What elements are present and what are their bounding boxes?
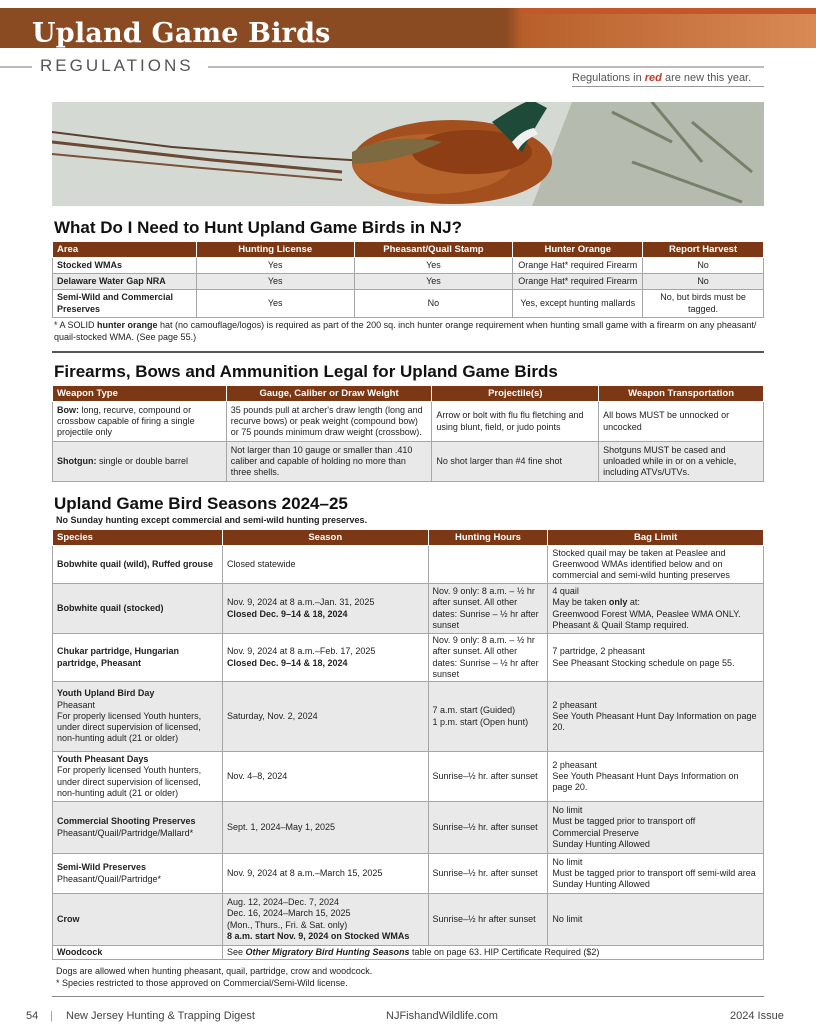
banner-stripe [520, 8, 816, 14]
species-cell: Woodcock [53, 946, 223, 960]
table-row [53, 546, 764, 584]
note-rule [572, 86, 764, 87]
table-row [53, 584, 764, 634]
area-cell: Stocked WMAs [53, 258, 197, 274]
table-cell: Orange Hat* required Firearm [513, 258, 643, 274]
column-header: Gauge, Caliber or Draw Weight [226, 386, 432, 402]
woodcock-reference-cell: See Other Migratory Bird Hunting Seasons table on page 63. HIP Certificate Required ($2) [222, 946, 763, 960]
page-number: 54 [26, 1010, 39, 1022]
section-heading-requirements: What Do I Need to Hunt Upland Game Birds in NJ? [54, 218, 463, 237]
column-header: Weapon Transportation [599, 386, 764, 402]
species-cell: Youth Upland Bird Day Pheasant For properly licensed Youth hunters, under direct supervision of licensed, non-hunting adult (21 or older) [53, 682, 223, 752]
season-cell: Nov. 9, 2024 at 8 a.m.–Jan. 31, 2025 Closed Dec. 9–14 & 18, 2024 [222, 584, 428, 634]
column-header: Area [53, 242, 197, 258]
column-header: Bag Limit [548, 530, 764, 546]
footer-separator: | [50, 1010, 53, 1022]
column-header: Hunting Hours [428, 530, 548, 546]
column-header: Hunter Orange [513, 242, 643, 258]
new-regulations-note: Regulations in red are new this year. [572, 72, 752, 84]
column-header: Pheasant/Quail Stamp [354, 242, 513, 258]
firearms-table [52, 385, 764, 482]
sunday-hunting-note: No Sunday hunting except commercial and semi-wild hunting preserves. [56, 515, 368, 525]
column-header: Season [222, 530, 428, 546]
pheasant-illustration [52, 102, 764, 206]
table-row [53, 752, 764, 802]
title-banner [0, 8, 816, 48]
hunter-orange-footnote: * A SOLID hunter orange hat (no camouflage/logos) is required as part of the 200 sq. inch hunter orange requirement when hunting small game with a firearm on any pheasant/ quail-stocked WMA. (See page 55.) [54, 320, 757, 342]
hours-cell: Nov. 9 only: 8 a.m. – ½ hr after sunset. All other dates: Sunrise – ½ hr after sunset [428, 634, 548, 682]
page-title: Upland Game Birds [32, 18, 331, 49]
table-row [53, 802, 764, 854]
regulations-rule-right [208, 66, 764, 68]
species-cell: Chukar partridge, Hungarian partridge, Pheasant [53, 634, 223, 682]
table-row [53, 442, 764, 482]
season-cell: Saturday, Nov. 2, 2024 [222, 682, 428, 752]
species-cell: Crow [53, 894, 223, 946]
table-row [53, 258, 764, 274]
projectile-cell: Arrow or bolt with flu flu fletching and using blunt, field, or judo points [432, 402, 599, 442]
column-header: Hunting License [196, 242, 354, 258]
table-row [53, 634, 764, 682]
species-footnote: * Species restricted to those approved on Commercial/Semi-Wild license. [56, 978, 348, 988]
column-header: Projectile(s) [432, 386, 599, 402]
area-cell: Delaware Water Gap NRA [53, 274, 197, 290]
hours-cell: Sunrise–½ hr. after sunset [428, 854, 548, 894]
publication-name: New Jersey Hunting & Trapping Digest [66, 1010, 255, 1022]
section-heading-firearms: Firearms, Bows and Ammunition Legal for Upland Game Birds [54, 362, 558, 381]
species-cell: Semi-Wild Preserves Pheasant/Quail/Partridge* [53, 854, 223, 894]
table-cell: Yes [196, 258, 354, 274]
season-cell: Nov. 9, 2024 at 8 a.m.–March 15, 2025 [222, 854, 428, 894]
website-link[interactable]: NJFishandWildlife.com [386, 1010, 498, 1022]
footer-rule [52, 996, 764, 997]
table-cell: Orange Hat* required Firearm [513, 274, 643, 290]
issue-label: 2024 Issue [730, 1010, 784, 1022]
table-header-row [53, 386, 764, 402]
bag-limit-cell: 2 pheasant See Youth Pheasant Hunt Days Information on page 20. [548, 752, 764, 802]
season-cell: Sept. 1, 2024–May 1, 2025 [222, 802, 428, 854]
projectile-cell: No shot larger than #4 fine shot [432, 442, 599, 482]
species-cell: Bobwhite quail (stocked) [53, 584, 223, 634]
table-header-row [53, 242, 764, 258]
table-cell: Yes [354, 274, 513, 290]
table-cell: Yes [196, 290, 354, 318]
bag-limit-cell: No limit Must be tagged prior to transport off Commercial Preserve Sunday Hunting Allowed [548, 802, 764, 854]
table-row [53, 946, 764, 960]
table-cell: No [354, 290, 513, 318]
table-row [53, 894, 764, 946]
bag-limit-cell: No limit Must be tagged prior to transport off semi-wild area Sunday Hunting Allowed [548, 854, 764, 894]
dogs-note: Dogs are allowed when hunting pheasant, quail, partridge, crow and woodcock. [56, 966, 373, 976]
table-cell: Yes [354, 258, 513, 274]
hours-cell: 7 a.m. start (Guided) 1 p.m. start (Open hunt) [428, 682, 548, 752]
season-cell: Closed statewide [222, 546, 428, 584]
bag-limit-cell: 2 pheasant See Youth Pheasant Hunt Day Information on page 20. [548, 682, 764, 752]
hours-cell: Sunrise–½ hr. after sunset [428, 752, 548, 802]
gauge-cell: Not larger than 10 gauge or smaller than .410 caliber and capable of holding no more than three shells. [226, 442, 432, 482]
table-cell: No [643, 274, 764, 290]
section-label: REGULATIONS [40, 56, 194, 75]
section-divider [52, 351, 764, 353]
table-row [53, 290, 764, 318]
hours-cell: Sunrise–½ hr. after sunset [428, 802, 548, 854]
table-row [53, 854, 764, 894]
bag-limit-cell: Stocked quail may be taken at Peaslee and Greenwood WMAs identified below and on commercial and semi-wild hunting preserves [548, 546, 764, 584]
season-cell: Aug. 12, 2024–Dec. 7, 2024 Dec. 16, 2024–March 15, 2025 (Mon., Thurs., Fri. & Sat. only) 8 a.m. start Nov. 9, 2024 on Stocked WMAs [222, 894, 428, 946]
table-row [53, 274, 764, 290]
season-cell: Nov. 9, 2024 at 8 a.m.–Feb. 17, 2025 Closed Dec. 9–14 & 18, 2024 [222, 634, 428, 682]
bag-limit-cell: No limit [548, 894, 764, 946]
hours-cell [428, 546, 548, 584]
weapon-type-cell: Bow: long, recurve, compound or crossbow capable of firing a single projectile only [53, 402, 227, 442]
species-cell: Bobwhite quail (wild), Ruffed grouse [53, 546, 223, 584]
regulations-rule-left [0, 66, 32, 68]
column-header: Weapon Type [53, 386, 227, 402]
species-cell: Youth Pheasant Days For properly licensed Youth hunters, under direct supervision of licensed, non-hunting adult (21 or older) [53, 752, 223, 802]
table-row [53, 682, 764, 752]
column-header: Species [53, 530, 223, 546]
gauge-cell: 35 pounds pull at archer's draw length (long and recurve bows) or peak weight (compound bow) or 75 pounds minimum draw weight (crossbow). [226, 402, 432, 442]
transport-cell: All bows MUST be unnocked or uncocked [599, 402, 764, 442]
bag-limit-cell: 4 quail May be taken only at: Greenwood Forest WMA, Peaslee WMA ONLY. Pheasant & Quail Stamp required. [548, 584, 764, 634]
hours-cell: Sunrise–½ hr after sunset [428, 894, 548, 946]
seasons-table [52, 529, 764, 960]
requirements-table [52, 241, 764, 318]
section-heading-seasons: Upland Game Bird Seasons 2024–25 [54, 494, 348, 513]
column-header: Report Harvest [643, 242, 764, 258]
species-cell: Commercial Shooting Preserves Pheasant/Quail/Partridge/Mallard* [53, 802, 223, 854]
table-cell: No, but birds must be tagged. [643, 290, 764, 318]
hours-cell: Nov. 9 only: 8 a.m. – ½ hr after sunset. All other dates: Sunrise – ½ hr after sunset [428, 584, 548, 634]
table-header-row [53, 530, 764, 546]
area-cell: Semi-Wild and Commercial Preserves [53, 290, 197, 318]
weapon-type-cell: Shotgun: single or double barrel [53, 442, 227, 482]
bag-limit-cell: 7 partridge, 2 pheasant See Pheasant Stocking schedule on page 55. [548, 634, 764, 682]
pheasant-photo [52, 102, 764, 206]
table-cell: Yes [196, 274, 354, 290]
table-row [53, 402, 764, 442]
season-cell: Nov. 4–8, 2024 [222, 752, 428, 802]
table-cell: No [643, 258, 764, 274]
table-cell: Yes, except hunting mallards [513, 290, 643, 318]
transport-cell: Shotguns MUST be cased and unloaded while in or on a vehicle, including ATVs/UTVs. [599, 442, 764, 482]
